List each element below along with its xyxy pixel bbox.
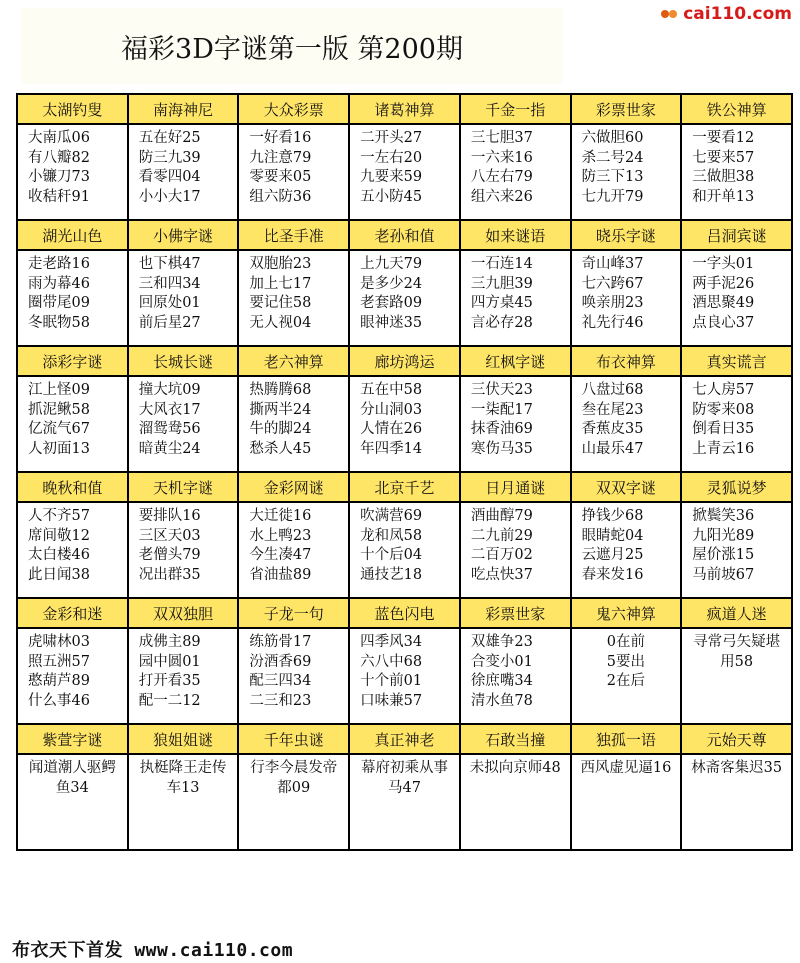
riddle-line: 五在好25 (138, 130, 201, 146)
riddle-cell (461, 629, 572, 725)
riddle-line: 西风虚见逼16 (580, 760, 672, 776)
riddle-cell (18, 125, 129, 221)
riddle-line: 唤亲朋23 (581, 295, 644, 311)
riddle-line: 是多少24 (360, 275, 423, 292)
riddle-line: 0在前 (606, 634, 646, 650)
riddle-line: 年四季14 (360, 440, 423, 457)
column-header: 大众彩票 (239, 95, 350, 125)
column-header: 老孙和值 (350, 221, 461, 251)
column-header: 红枫字谜 (461, 347, 572, 377)
riddle-line: 二三和23 (249, 692, 312, 709)
riddle-line: 防三九39 (138, 149, 201, 166)
riddle-line: 一左右20 (360, 149, 423, 166)
riddle-line: 此日闻38 (28, 566, 90, 583)
riddle-cell (350, 755, 461, 851)
column-header: 石敢当撞 (461, 725, 572, 755)
riddle-cell (461, 503, 572, 599)
riddle-line: 省油盐89 (249, 566, 312, 583)
riddle-line: 上青云16 (692, 440, 755, 457)
riddle-cell (350, 503, 461, 599)
riddle-line: 一好看16 (249, 130, 312, 146)
riddle-line: 二百万02 (470, 547, 533, 563)
riddle-line: 寻常弓矢疑堪用58 (693, 634, 781, 670)
column-header: 鬼六神算 (572, 599, 683, 629)
riddle-line: 九阳光89 (692, 527, 755, 544)
riddle-line: 况出群35 (138, 566, 201, 583)
riddle-line: 江上怪09 (28, 382, 90, 398)
column-header: 紫萱字谜 (18, 725, 129, 755)
riddle-line: 礼先行46 (581, 314, 644, 331)
riddle-cell (350, 629, 461, 725)
column-header: 如来谜语 (461, 221, 572, 251)
riddle-line: 走老路16 (28, 256, 90, 272)
riddle-line: 二开头27 (360, 130, 423, 146)
riddle-line: 憨葫芦89 (28, 673, 90, 689)
riddle-cell (682, 251, 793, 347)
riddle-line: 寒伤马35 (470, 440, 533, 457)
riddle-line: 和开单13 (692, 188, 755, 205)
riddle-cell (129, 125, 240, 221)
column-header: 双双独胆 (129, 599, 240, 629)
riddle-line: 零要来05 (249, 169, 312, 185)
riddle-line: 云遮月25 (581, 547, 644, 563)
column-header: 金彩网谜 (239, 473, 350, 503)
riddle-line: 组六防36 (249, 188, 312, 205)
riddle-cell (18, 251, 129, 347)
column-header: 真实谎言 (682, 347, 793, 377)
riddle-line: 五在中58 (360, 382, 423, 398)
riddle-line: 言必存28 (470, 314, 533, 331)
column-header: 彩票世家 (461, 599, 572, 629)
riddle-line: 大迁徙16 (249, 508, 312, 524)
riddle-line: 防三下13 (581, 169, 644, 185)
column-header: 小佛字谜 (129, 221, 240, 251)
riddle-cell (572, 377, 683, 473)
column-header: 太湖钓叟 (18, 95, 129, 125)
riddle-line: 冬眠物58 (28, 314, 90, 331)
riddle-line: 牛的脚24 (249, 421, 312, 437)
riddle-cell (572, 629, 683, 725)
riddle-line: 叁在尾23 (581, 401, 644, 418)
riddle-line: 执梃降王走传车13 (139, 760, 227, 796)
riddle-line: 吃点快37 (470, 566, 533, 583)
riddle-line: 分山洞03 (360, 401, 423, 418)
riddle-line: 园中圆01 (138, 653, 201, 670)
riddle-line: 倒看日35 (692, 421, 755, 437)
riddle-line: 今生凑47 (249, 547, 312, 563)
riddle-line: 三九胆39 (470, 275, 533, 292)
riddle-line: 成佛主89 (138, 634, 201, 650)
riddle-line: 看零四04 (138, 169, 201, 185)
riddle-line: 回原处01 (138, 295, 201, 311)
riddle-line: 未拟向京师48 (469, 760, 561, 776)
riddle-cell (350, 377, 461, 473)
riddle-line: 眼神迷35 (360, 314, 423, 331)
title-banner (22, 8, 562, 84)
riddle-line: 有八瓣82 (28, 149, 90, 166)
riddle-cell (682, 629, 793, 725)
riddle-line: 三区天03 (138, 527, 201, 544)
riddle-cell (129, 755, 240, 851)
riddle-line: 什么事46 (28, 692, 90, 709)
riddle-line: 前后星27 (138, 314, 201, 331)
riddle-line: 圈带尾09 (28, 295, 90, 311)
column-header: 双双字谜 (572, 473, 683, 503)
riddle-line: 人情在26 (360, 421, 423, 437)
riddle-line: 打开看35 (138, 673, 201, 689)
riddle-line: 一柒配17 (470, 401, 533, 418)
riddle-cell (18, 629, 129, 725)
riddle-cell (572, 125, 683, 221)
column-header: 千年虫谜 (239, 725, 350, 755)
riddle-line: 雨为幕46 (28, 275, 90, 292)
riddle-line: 一字头01 (692, 256, 755, 272)
column-header: 独孤一语 (572, 725, 683, 755)
riddle-cell (682, 755, 793, 851)
riddle-cell (350, 125, 461, 221)
riddle-line: 六八中68 (360, 653, 423, 670)
riddle-line: 屋价涨15 (692, 547, 755, 563)
column-header: 元始天尊 (682, 725, 793, 755)
riddle-line: 溜鸳鸯56 (138, 421, 201, 437)
riddle-line: 小小大17 (138, 188, 201, 205)
riddle-cell (18, 755, 129, 851)
riddle-cell (129, 251, 240, 347)
riddle-line: 八盘过68 (581, 382, 644, 398)
riddle-line: 一石连14 (470, 256, 533, 272)
riddle-line: 三七胆37 (470, 130, 533, 146)
riddle-line: 通技艺18 (360, 566, 423, 583)
riddle-line: 眼睛蛇04 (581, 527, 644, 544)
riddle-line: 三伏天23 (470, 382, 533, 398)
riddle-line: 清水鱼78 (470, 692, 533, 709)
riddle-line: 两手泥26 (692, 275, 755, 292)
riddle-line: 口味兼57 (360, 692, 423, 709)
riddle-line: 席间敬12 (28, 527, 90, 544)
riddle-cell (239, 125, 350, 221)
column-header: 廊坊鸿运 (350, 347, 461, 377)
riddle-line: 酒思聚49 (692, 295, 755, 311)
riddle-line: 撞大坑09 (138, 382, 201, 398)
riddle-line: 配三四34 (249, 673, 312, 689)
site-domain: cai110.com (683, 4, 792, 24)
riddle-line: 小镰刀73 (28, 169, 90, 185)
column-header: 千金一指 (461, 95, 572, 125)
riddle-cell (461, 251, 572, 347)
column-header: 吕洞宾谜 (682, 221, 793, 251)
column-header: 南海神尼 (129, 95, 240, 125)
riddle-line: 七人房57 (692, 382, 755, 398)
riddle-line: 十个前01 (360, 673, 423, 689)
riddle-line: 照五洲57 (28, 653, 90, 670)
column-header: 诸葛神算 (350, 95, 461, 125)
riddle-line: 撕两半24 (249, 401, 312, 418)
column-header: 狼姐姐谜 (129, 725, 240, 755)
riddle-line: 虎啸林03 (28, 634, 90, 650)
riddle-line: 收秸秆91 (28, 188, 90, 205)
column-header: 蓝色闪电 (350, 599, 461, 629)
riddle-cell (239, 755, 350, 851)
riddle-line: 三和四34 (138, 275, 201, 292)
riddle-line: 一六来16 (470, 149, 533, 166)
riddle-line: 愁杀人45 (249, 440, 312, 457)
riddle-cell (461, 125, 572, 221)
riddle-line: 大南瓜06 (28, 130, 90, 146)
riddle-line: 徐庶嘴34 (470, 673, 533, 689)
riddle-cell (572, 251, 683, 347)
riddle-line: 林斋客集迟35 (691, 760, 783, 776)
riddle-line: 要记住58 (249, 295, 312, 311)
riddle-line: 老僧头79 (138, 547, 201, 563)
riddle-line: 吹满营69 (360, 508, 423, 524)
riddle-line: 一要看12 (692, 130, 755, 146)
site-logo-icon (661, 7, 679, 21)
riddle-line: 春来发16 (581, 566, 644, 583)
riddle-cell (572, 503, 683, 599)
riddle-line: 七要来57 (692, 149, 755, 166)
riddle-line: 大风衣17 (138, 401, 201, 418)
riddle-line: 汾酒香69 (249, 653, 312, 670)
riddle-cell (682, 503, 793, 599)
riddle-line: 杀二号24 (581, 149, 644, 166)
column-header: 金彩和迷 (18, 599, 129, 629)
riddle-line: 马前坡67 (692, 566, 755, 583)
riddle-line: 双雄争23 (470, 634, 533, 650)
riddle-line: 水上鸭23 (249, 527, 312, 544)
riddle-cell (461, 377, 572, 473)
riddle-line: 七六跨67 (581, 275, 644, 292)
riddle-line: 5要出 (606, 653, 646, 670)
riddle-cell (682, 125, 793, 221)
riddle-line: 九要来59 (360, 169, 423, 185)
riddle-line: 双胞胎23 (249, 256, 312, 272)
column-header: 湖光山色 (18, 221, 129, 251)
riddle-line: 要排队16 (138, 508, 201, 524)
riddle-line: 三做胆38 (692, 169, 755, 185)
riddle-line: 抓泥鳅58 (28, 401, 90, 418)
riddle-line: 二九前29 (470, 527, 533, 544)
riddle-line: 组六来26 (470, 188, 533, 205)
riddle-line: 练筋骨17 (249, 634, 312, 650)
riddle-line: 挣钱少68 (581, 508, 644, 524)
riddle-cell (350, 251, 461, 347)
riddle-line: 酒曲醇79 (470, 508, 533, 524)
riddle-line: 热腾腾68 (249, 382, 312, 398)
riddle-cell (239, 251, 350, 347)
column-header: 晓乐字谜 (572, 221, 683, 251)
column-header: 疯道人迷 (682, 599, 793, 629)
riddle-cell (682, 377, 793, 473)
riddle-cell (239, 629, 350, 725)
column-header: 子龙一句 (239, 599, 350, 629)
riddle-line: 抹香油69 (470, 421, 533, 437)
riddle-line: 配一二12 (138, 692, 201, 709)
riddle-cell (18, 503, 129, 599)
riddle-line: 五小防45 (360, 188, 423, 205)
column-header: 日月通谜 (461, 473, 572, 503)
riddle-line: 九注意79 (249, 149, 312, 166)
riddle-line: 四方桌45 (470, 295, 533, 311)
column-header: 真正神老 (350, 725, 461, 755)
riddle-line: 防零来08 (692, 401, 755, 418)
riddle-line: 老套路09 (360, 295, 423, 311)
column-header: 添彩字谜 (18, 347, 129, 377)
column-header: 灵狐说梦 (682, 473, 793, 503)
column-header: 布衣神算 (572, 347, 683, 377)
riddle-line: 龙和凤58 (360, 527, 423, 544)
riddle-line: 点良心37 (692, 314, 755, 331)
riddle-line: 也下棋47 (138, 256, 201, 272)
column-header: 彩票世家 (572, 95, 683, 125)
column-header: 北京千艺 (350, 473, 461, 503)
riddle-line: 2在后 (606, 673, 646, 689)
riddle-line: 无人视04 (249, 314, 312, 331)
column-header: 天机字谜 (129, 473, 240, 503)
riddle-cell (129, 377, 240, 473)
riddle-line: 十个后04 (360, 547, 423, 563)
riddle-line: 暗黄尘24 (138, 440, 201, 457)
riddle-line: 太白楼46 (28, 547, 90, 563)
column-header: 长城长谜 (129, 347, 240, 377)
page-title: 福彩3D字谜第一版 第200期 (121, 33, 463, 65)
column-header: 比圣手准 (239, 221, 350, 251)
riddle-cell (239, 503, 350, 599)
riddle-cell (129, 503, 240, 599)
riddle-line: 幕府初乘从事马47 (360, 760, 448, 796)
riddle-line: 合变小01 (470, 653, 533, 670)
riddle-cell (239, 377, 350, 473)
riddle-line: 掀鬓笑36 (692, 508, 755, 524)
riddle-line: 行李今晨发帝都09 (250, 760, 338, 796)
riddle-line: 加上七17 (249, 275, 312, 292)
riddle-cell (572, 755, 683, 851)
riddle-line: 亿流气67 (28, 421, 90, 437)
riddle-line: 山最乐47 (581, 440, 644, 457)
riddle-line: 四季风34 (360, 634, 423, 650)
column-header: 晚秋和值 (18, 473, 129, 503)
riddle-line: 闻道潮人驱鳄鱼34 (28, 760, 116, 796)
riddle-cell (461, 755, 572, 851)
riddle-line: 上九天79 (360, 256, 423, 272)
riddle-line: 人初面13 (28, 440, 90, 457)
riddle-line: 人不齐57 (28, 508, 90, 524)
riddle-cell (18, 377, 129, 473)
riddle-line: 七九开79 (581, 188, 644, 205)
column-header: 铁公神算 (682, 95, 793, 125)
riddle-cell (129, 629, 240, 725)
footer-banner: 布衣天下首发 www.cai110.com (12, 936, 364, 962)
riddle-line: 奇山峰37 (581, 256, 644, 272)
riddle-line: 香蕉皮35 (581, 421, 644, 437)
riddle-line: 六做胆60 (581, 130, 644, 146)
column-header: 老六神算 (239, 347, 350, 377)
riddle-line: 八左右79 (470, 169, 533, 185)
site-watermark (661, 4, 792, 24)
riddle-table (16, 93, 793, 851)
